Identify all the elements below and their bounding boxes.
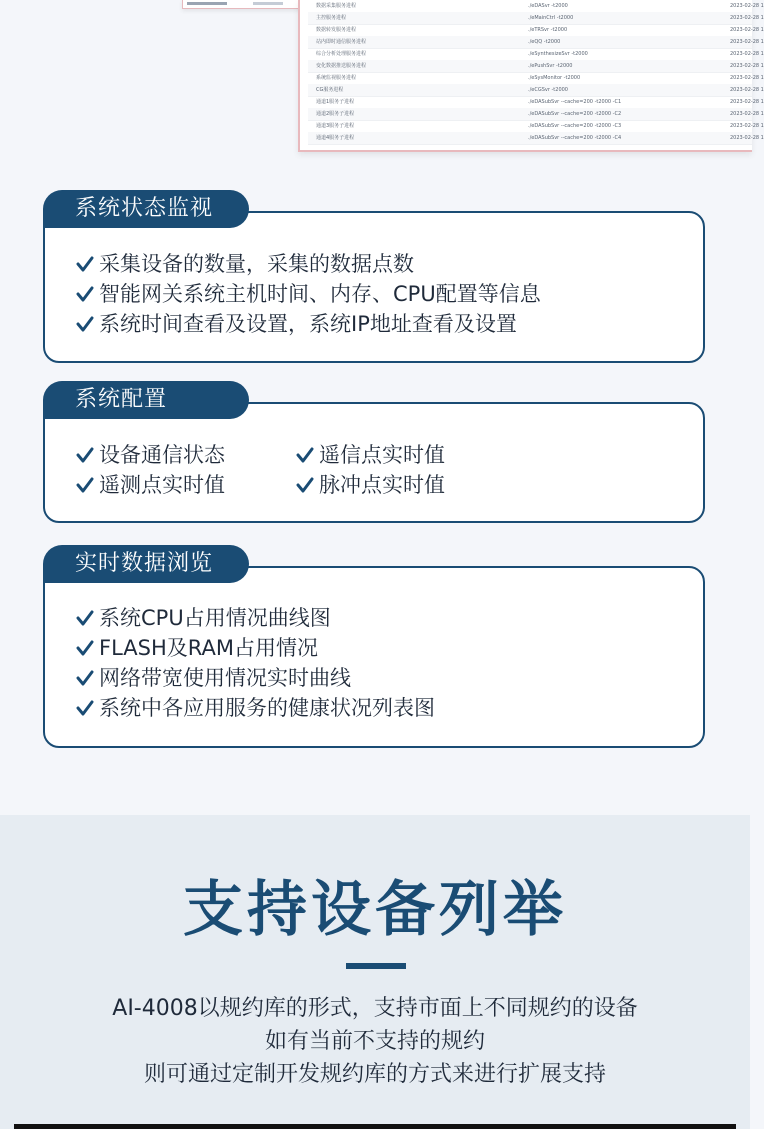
list-item: 系统CPU占用情况曲线图 [76,603,331,633]
list-item: 脉冲点实时值 [296,470,445,500]
list-item: 网络带宽使用情况实时曲线 [76,663,351,693]
check-icon [296,446,314,464]
support-line: 则可通过定制开发规约库的方式来进行扩展支持 [143,1062,606,1087]
check-icon [76,285,94,303]
service-process-table [298,0,764,152]
table-row: 变化数据推送服务进程 ./ePushSvr -t2000 2023-02-28 1 [308,60,752,73]
check-icon [76,255,94,273]
check-icon [76,699,94,717]
table-row: 主控服务进程 ./eMainCtrl -t2000 2023-02-28 1 [308,12,752,25]
table-row: 综合分析处理服务进程 ./eSynthesizeSvr -t2000 2023-02-28 1 [308,48,752,61]
footer-divider [14,1124,736,1129]
list-item: 遥测点实时值 [76,470,225,500]
list-item: 遥信点实时值 [296,440,445,470]
table-row: 通道4服务子进程 ./eDASubSvr --cache=200 -t2000 -C4 2023-02-28 1 [308,132,752,145]
screenshot-fragment-left [182,0,302,9]
check-icon [296,476,314,494]
headline-divider [346,963,406,969]
list-item: 智能网关系统主机时间、内存、CPU配置等信息 [76,279,541,309]
list-item: 采集设备的数量，采集的数据点数 [76,249,414,279]
section-title: 系统状态监视 [43,190,249,228]
check-icon [76,315,94,333]
check-icon [76,669,94,687]
list-item: FLASH及RAM占用情况 [76,633,318,663]
check-icon [76,609,94,627]
table-row: 通道2服务子进程 ./eDASubSvr --cache=200 -t2000 -C2 2023-02-28 1 [308,108,752,121]
table-row: 站内即时通信服务进程 ./eQQ -t2000 2023-02-28 1 [308,36,752,49]
list-item: 系统时间查看及设置，系统IP地址查看及设置 [76,309,517,339]
list-item: 系统中各应用服务的健康状况列表图 [76,693,435,723]
table-row: 数据转发服务进程 ./eTRSvr -t2000 2023-02-28 1 [308,24,752,37]
check-icon [76,476,94,494]
table-row: 通道3服务子进程 ./eDASubSvr --cache=200 -t2000 -C3 2023-02-28 1 [308,120,752,133]
support-headline: 支持设备列举 [183,875,567,945]
table-row: CG服务进程 ./eCGSvr -t2000 2023-02-28 1 [308,84,752,97]
support-line: 如有当前不支持的规约 [264,1029,485,1054]
check-icon [76,446,94,464]
check-icon [76,639,94,657]
table-row: 系统监视服务进程 ./eSysMonitor -t2000 2023-02-28 1 [308,72,752,85]
section-title: 系统配置 [43,381,249,419]
table-row: 通道1服务子进程 ./eDASubSvr --cache=200 -t2000 -C1 2023-02-28 1 [308,96,752,109]
list-item: 设备通信状态 [76,440,225,470]
support-line: AI-4008以规约库的形式，支持市面上不同规约的设备 [112,996,638,1021]
table-row: 数据采集服务进程 ./eDASvr -t2000 2023-02-28 1 [308,0,752,13]
section-title: 实时数据浏览 [43,545,249,583]
